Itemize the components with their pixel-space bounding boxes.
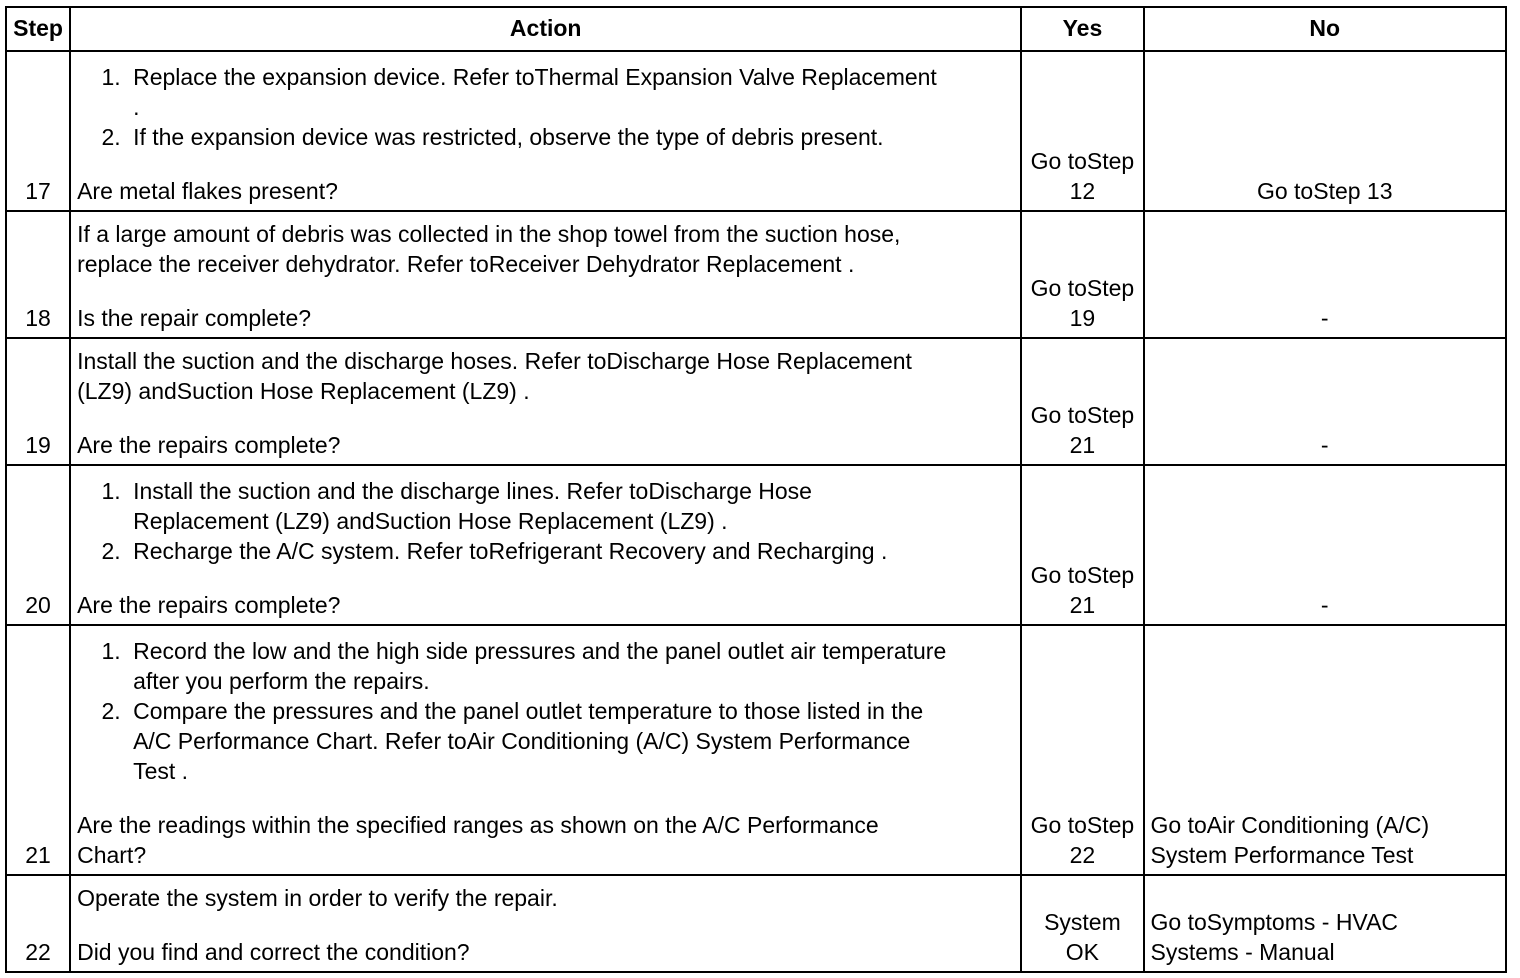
yes-text: Go toStep: [1030, 812, 1135, 838]
header-no: No: [1144, 7, 1507, 51]
list-item: [127, 122, 1014, 152]
action-text: replace the receiver dehydrator. Refer toReceiver Dehydrator Replacement .: [77, 251, 855, 277]
question-text: Are the readings within the specified ranges as shown on the A/C Performance: [77, 812, 879, 838]
header-yes: Yes: [1021, 7, 1143, 51]
yes-step: 21: [1069, 432, 1096, 458]
step-number: 22: [6, 875, 70, 972]
no-text: -: [1320, 305, 1329, 331]
action-text: If a large amount of debris was collected in the shop towel from the suction hose,: [77, 221, 901, 247]
table-row: [6, 211, 1506, 338]
no-text: System Performance Test: [1150, 842, 1414, 868]
header-step: Step: [6, 7, 70, 51]
yes-text: Go toStep: [1030, 402, 1135, 428]
step-number: 17: [6, 51, 70, 211]
list-item: [127, 536, 1014, 566]
yes-text: Go toStep: [1030, 275, 1135, 301]
action-text: 2. If the expansion device was restricted, observe the type of debris present.: [133, 124, 884, 150]
action-cell: [70, 211, 1021, 338]
header-row: [6, 7, 1506, 51]
yes-cell: [1021, 465, 1143, 625]
action-list: [77, 62, 1014, 152]
yes-text: Go toStep: [1030, 148, 1135, 174]
list-item: [127, 476, 1014, 536]
table-row: [6, 51, 1506, 211]
question-text: Are metal flakes present?: [77, 178, 338, 204]
header-action: Action: [70, 7, 1021, 51]
action-cell: [70, 465, 1021, 625]
yes-cell: [1021, 875, 1143, 972]
action-text: 1. Replace the expansion device. Refer toThermal Expansion Valve Replacement: [133, 64, 937, 90]
diagnostic-table: [5, 6, 1507, 973]
yes-text: System: [1044, 909, 1121, 935]
action-cell: [70, 51, 1021, 211]
step-number: 19: [6, 338, 70, 465]
no-cell: [1144, 211, 1507, 338]
no-cell: [1144, 51, 1507, 211]
no-cell: [1144, 625, 1507, 875]
yes-cell: [1021, 625, 1143, 875]
action-text: Test .: [133, 758, 189, 784]
yes-text: OK: [1065, 939, 1100, 965]
action-cell: [70, 338, 1021, 465]
action-text: Operate the system in order to verify the repair.: [77, 885, 558, 911]
table-row: [6, 338, 1506, 465]
no-cell: [1144, 465, 1507, 625]
list-item: [127, 62, 1014, 122]
step-number: 21: [6, 625, 70, 875]
step-number: 18: [6, 211, 70, 338]
yes-step: 12: [1069, 178, 1096, 204]
table-row: [6, 625, 1506, 875]
no-text: Go toSymptoms - HVAC: [1150, 909, 1399, 935]
action-text: 1. Record the low and the high side pressures and the panel outlet air temperature: [133, 638, 947, 664]
action-text: 1. Install the suction and the discharge lines. Refer toDischarge Hose: [133, 478, 812, 504]
action-cell: [70, 625, 1021, 875]
no-cell: [1144, 875, 1507, 972]
list-item: [127, 696, 1014, 786]
action-text: 2. Compare the pressures and the panel outlet temperature to those listed in the: [133, 698, 924, 724]
table-row: [6, 875, 1506, 972]
question-text: Are the repairs complete?: [77, 432, 341, 458]
yes-cell: [1021, 211, 1143, 338]
no-text: -: [1320, 592, 1329, 618]
yes-cell: [1021, 338, 1143, 465]
action-text: (LZ9) andSuction Hose Replacement (LZ9) .: [77, 378, 530, 404]
action-text: Replacement (LZ9) andSuction Hose Replacement (LZ9) .: [133, 508, 728, 534]
question-text: Is the repair complete?: [77, 305, 312, 331]
action-text: A/C Performance Chart. Refer toAir Conditioning (A/C) System Performance: [133, 728, 911, 754]
action-text: Install the suction and the discharge hoses. Refer toDischarge Hose Replacement: [77, 348, 912, 374]
yes-step: 21: [1069, 592, 1096, 618]
action-text: 2. Recharge the A/C system. Refer toRefrigerant Recovery and Recharging .: [133, 538, 888, 564]
no-text: -: [1320, 432, 1329, 458]
action-list: [77, 636, 1014, 786]
no-text: Systems - Manual: [1150, 939, 1335, 965]
question-text: Did you find and correct the condition?: [77, 939, 470, 965]
no-cell: [1144, 338, 1507, 465]
list-item: [127, 636, 1014, 696]
no-text: Go toAir Conditioning (A/C): [1150, 812, 1430, 838]
action-text: after you perform the repairs.: [133, 668, 430, 694]
yes-text: Go toStep: [1030, 562, 1135, 588]
table-row: [6, 465, 1506, 625]
question-text: Are the repairs complete?: [77, 592, 341, 618]
step-number: 20: [6, 465, 70, 625]
yes-step: 19: [1069, 305, 1096, 331]
action-cell: [70, 875, 1021, 972]
action-text: .: [133, 94, 140, 120]
question-text: Chart?: [77, 842, 147, 868]
no-text: Go toStep 13: [1256, 178, 1393, 204]
yes-cell: [1021, 51, 1143, 211]
action-list: [77, 476, 1014, 566]
yes-step: 22: [1069, 842, 1096, 868]
